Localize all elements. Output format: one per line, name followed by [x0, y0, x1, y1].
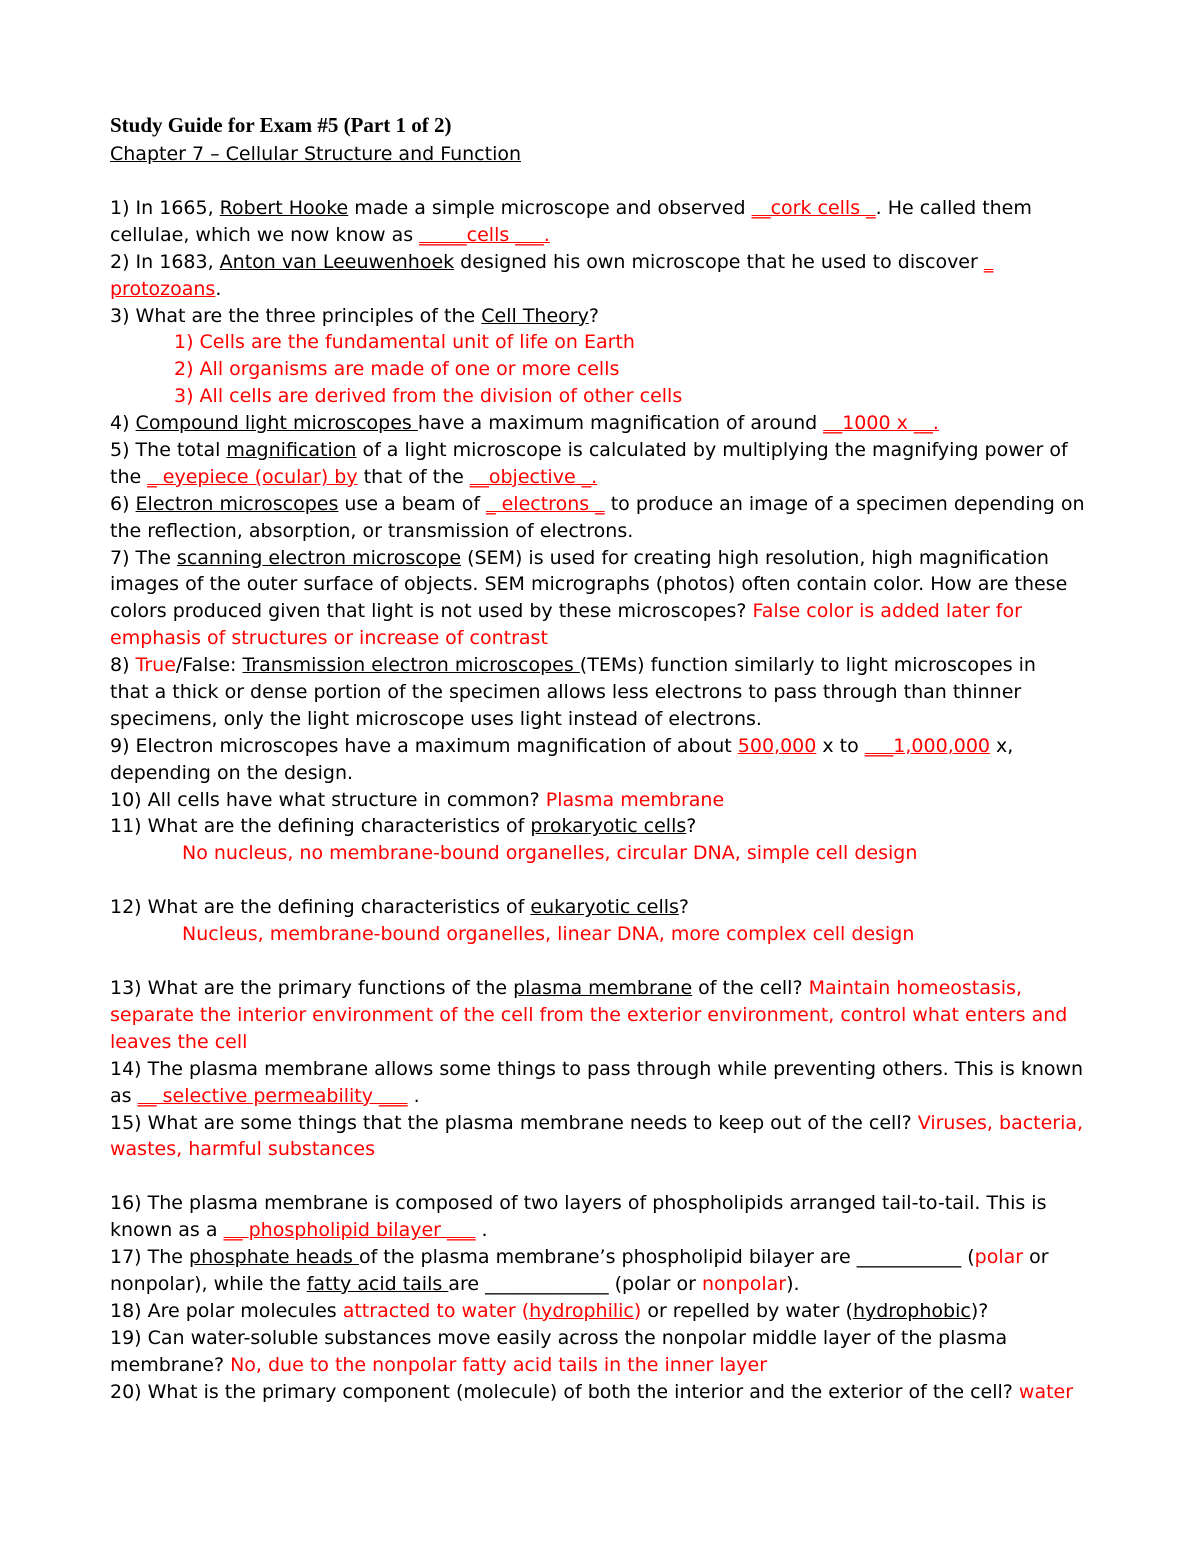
q1-text-mid: made a simple microscope and observed — [348, 197, 752, 219]
q3-term: Cell Theory — [481, 304, 589, 327]
question-17-cont — [110, 1271, 1090, 1298]
question-7-cont: images of the outer surface of objects. SEM micrographs (photos) often contain color. How are these — [110, 573, 1068, 596]
q15-answer-1: Viruses, bacteria, — [917, 1111, 1084, 1134]
q5-answer-1: _ eyepiece (ocular) by — [147, 465, 358, 488]
q17-answer-2: nonpolar — [701, 1272, 787, 1295]
q2-name: Anton van Leeuwenhoek — [219, 250, 455, 273]
q1-text: 1) In 1665, — [110, 197, 220, 219]
q2-blank: _ — [983, 250, 994, 273]
question-17 — [110, 1244, 1090, 1271]
q17-term-1: phosphate heads — [189, 1246, 359, 1269]
q11-term: prokaryotic cells — [530, 815, 687, 838]
q7-text-line3: colors produced given that light is not used by these microscopes? — [110, 600, 753, 623]
q17-text-mid2: are _____________ (polar or — [448, 1272, 702, 1295]
question-19: 19) Can water-soluble substances move easily across the nonpolar middle layer of the plasma — [110, 1326, 1008, 1349]
question-6 — [110, 491, 1090, 518]
q1-text-post: . He called them — [875, 197, 1032, 219]
study-guide-page — [110, 110, 1090, 1405]
q20-answer: water — [1018, 1380, 1074, 1403]
q3-text-post: ? — [588, 304, 599, 327]
q13-answer-3: leaves the cell — [110, 1030, 248, 1053]
q14-text: as — [110, 1084, 138, 1107]
question-15 — [110, 1110, 1090, 1137]
q5-term: magnification — [226, 439, 357, 462]
question-18 — [110, 1298, 1090, 1325]
q17-text-post: or — [1023, 1246, 1049, 1269]
question-10 — [110, 787, 1090, 814]
q9-text-mid: x to — [816, 734, 865, 757]
question-6-cont: the reflection, absorption, or transmission of electrons. — [110, 519, 634, 542]
question-14-cont — [110, 1083, 1090, 1110]
question-5 — [110, 437, 1090, 464]
q18-term-1: hydrophilic — [529, 1299, 634, 1322]
q10-answer: Plasma membrane — [545, 788, 725, 811]
q9-text-post: x, — [990, 734, 1014, 757]
q13-text: 13) What are the primary functions of the — [110, 977, 514, 1000]
q15-text: 15) What are some things that the plasma membrane needs to keep out of the cell? — [110, 1111, 918, 1134]
q7-text: 7) The — [110, 546, 177, 569]
q17-term-2: fatty acid tails — [306, 1272, 449, 1295]
q11-answer: No nucleus, no membrane-bound organelles, circular DNA, simple cell design — [182, 842, 918, 865]
spacer — [110, 168, 1090, 195]
q18-answer-1: attracted to water ( — [342, 1299, 530, 1322]
q12-text-post: ? — [678, 896, 690, 919]
q17-text-post2: ). — [786, 1272, 800, 1295]
q6-term: Electron microscopes — [135, 492, 339, 515]
q18-text: 18) Are polar molecules — [110, 1299, 343, 1322]
chapter-subtitle: Chapter 7 – Cellular Structure and Function — [110, 143, 522, 165]
q7-answer-1: False color is added later for — [752, 600, 1022, 623]
q5-text-mid: of a light microscope is calculated by multiplying the magnifying power of — [356, 439, 1068, 462]
q3-answer-item: 3) All cells are derived from the division of other cells — [174, 385, 683, 408]
question-16: 16) The plasma membrane is composed of two layers of phospholipids arranged tail-to-tail. This is — [110, 1192, 1047, 1215]
spacer — [110, 867, 1090, 894]
q11-text: 11) What are the defining characteristics of — [110, 815, 531, 838]
q9-text: 9) Electron microscopes have a maximum magnification of about — [110, 734, 738, 757]
question-8-cont: that a thick or dense portion of the specimen allows less electrons to pass through than thinner — [110, 681, 1022, 704]
q2-text-post: . — [215, 277, 222, 300]
q8-term: Transmission electron microscopes — [242, 654, 580, 677]
question-7 — [110, 545, 1090, 572]
q9-answer-2: ___1,000,000 — [864, 734, 990, 757]
question-9-cont: depending on the design. — [110, 761, 354, 784]
q5-text-line2b: that of the — [357, 465, 470, 488]
q1-answer-1: __cork cells _ — [751, 197, 876, 219]
question-4 — [110, 410, 1090, 437]
question-12 — [110, 894, 1090, 921]
spacer — [110, 948, 1090, 975]
question-9 — [110, 733, 1090, 760]
q14-answer: __ selective permeability ___ — [137, 1084, 408, 1107]
q4-term: Compound light microscopes — [135, 412, 418, 435]
q4-text: have a maximum magnification of around — [417, 412, 824, 435]
q16-answer: __ phospholipid bilayer ___ — [223, 1219, 476, 1242]
q10-text: 10) All cells have what structure in common? — [110, 788, 546, 811]
question-14: 14) The plasma membrane allows some things to pass through while preventing others. This is known — [110, 1057, 1084, 1080]
q7-text-post: (SEM) is used for creating high resolution, high magnification — [461, 546, 1049, 569]
q16-text-post: . — [475, 1219, 488, 1242]
q15-answer-2: wastes, harmful substances — [110, 1138, 375, 1161]
q6-num: 6) — [110, 492, 136, 515]
question-2-cont — [110, 276, 1090, 303]
q4-num: 4) — [110, 412, 136, 435]
q17-text-mid: of the plasma membrane’s phospholipid bilayer are ___________ ( — [358, 1246, 975, 1269]
q18-term-2: hydrophobic — [852, 1299, 971, 1322]
question-19-cont — [110, 1352, 1090, 1379]
q6-text: use a beam of — [338, 492, 487, 515]
question-8-cont: specimens, only the light microscope uses light instead of electrons. — [110, 707, 762, 730]
q13-text-post: of the cell? — [692, 977, 809, 1000]
question-8 — [110, 652, 1090, 679]
q5-text-line2: the — [110, 465, 148, 488]
q18-answer-2: ) — [633, 1299, 642, 1322]
q1-answer-2: _____cells ___. — [419, 223, 550, 246]
question-20 — [110, 1379, 1090, 1406]
q11-text-post: ? — [686, 815, 697, 838]
q16-text: known as a — [110, 1219, 224, 1242]
q14-text-post: . — [407, 1084, 420, 1107]
question-13 — [110, 975, 1090, 1002]
q20-text: 20) What is the primary component (molecule) of both the interior and the exterior of the cell? — [110, 1380, 1019, 1403]
q5-text: 5) The total — [110, 439, 227, 462]
q17-text-line2: nonpolar), while the — [110, 1272, 307, 1295]
q6-answer: _ electrons _ — [486, 492, 605, 515]
q2-text: 2) In 1683, — [110, 250, 220, 273]
question-3 — [110, 303, 1090, 330]
page-title: Study Guide for Exam #5 (Part 1 of 2) — [110, 113, 452, 137]
q5-answer-2: __objective _. — [469, 465, 598, 488]
q3-answer-item: 1) Cells are the fundamental unit of life on Earth — [174, 331, 635, 354]
q2-text-mid: designed his own microscope that he used to discover — [454, 250, 984, 273]
q18-text-post: )? — [970, 1299, 989, 1322]
q12-text: 12) What are the defining characteristics of — [110, 896, 531, 919]
question-2 — [110, 249, 1090, 276]
q3-answer-item: 2) All organisms are made of one or more cells — [174, 358, 620, 381]
q19-answer: No, due to the nonpolar fatty acid tails in the inner layer — [230, 1353, 768, 1376]
question-7-cont — [110, 598, 1090, 625]
q8-answer-true: True — [135, 654, 176, 677]
question-11 — [110, 813, 1090, 840]
question-1-cont — [110, 222, 1090, 249]
q8-text-post: (TEMs) function similarly to light microscopes in — [579, 654, 1036, 677]
q4-answer: __1000 x __. — [823, 412, 939, 435]
q12-term: eukaryotic cells — [530, 896, 679, 919]
q7-term: scanning electron microscope — [176, 546, 462, 569]
q13-answer-2: separate the interior environment of the cell from the exterior environment, control what enters and — [110, 1003, 1068, 1026]
question-1 — [110, 195, 1090, 222]
q1-name: Robert Hooke — [219, 197, 349, 219]
q19-text: membrane? — [110, 1353, 231, 1376]
q17-text: 17) The — [110, 1246, 190, 1269]
q12-answer: Nucleus, membrane-bound organelles, linear DNA, more complex cell design — [182, 923, 915, 946]
q17-answer-1: polar — [974, 1246, 1024, 1269]
question-5-cont — [110, 464, 1090, 491]
q6-text-post: to produce an image of a specimen depending on — [604, 492, 1085, 515]
q8-false: /False: — [175, 654, 243, 677]
q2-answer: protozoans — [110, 277, 216, 300]
q9-answer-1: 500,000 — [737, 734, 817, 757]
q18-text-mid: or repelled by water ( — [641, 1299, 853, 1322]
q1-text-line2: cellulae, which we now know as — [110, 223, 420, 246]
q7-answer-2: emphasis of structures or increase of contrast — [110, 627, 548, 650]
q13-term: plasma membrane — [513, 977, 693, 1000]
q8-num: 8) — [110, 654, 136, 677]
q3-text: 3) What are the three principles of the — [110, 304, 482, 327]
q13-answer-1: Maintain homeostasis, — [808, 977, 1022, 1000]
spacer — [110, 1163, 1090, 1190]
question-16-cont — [110, 1217, 1090, 1244]
